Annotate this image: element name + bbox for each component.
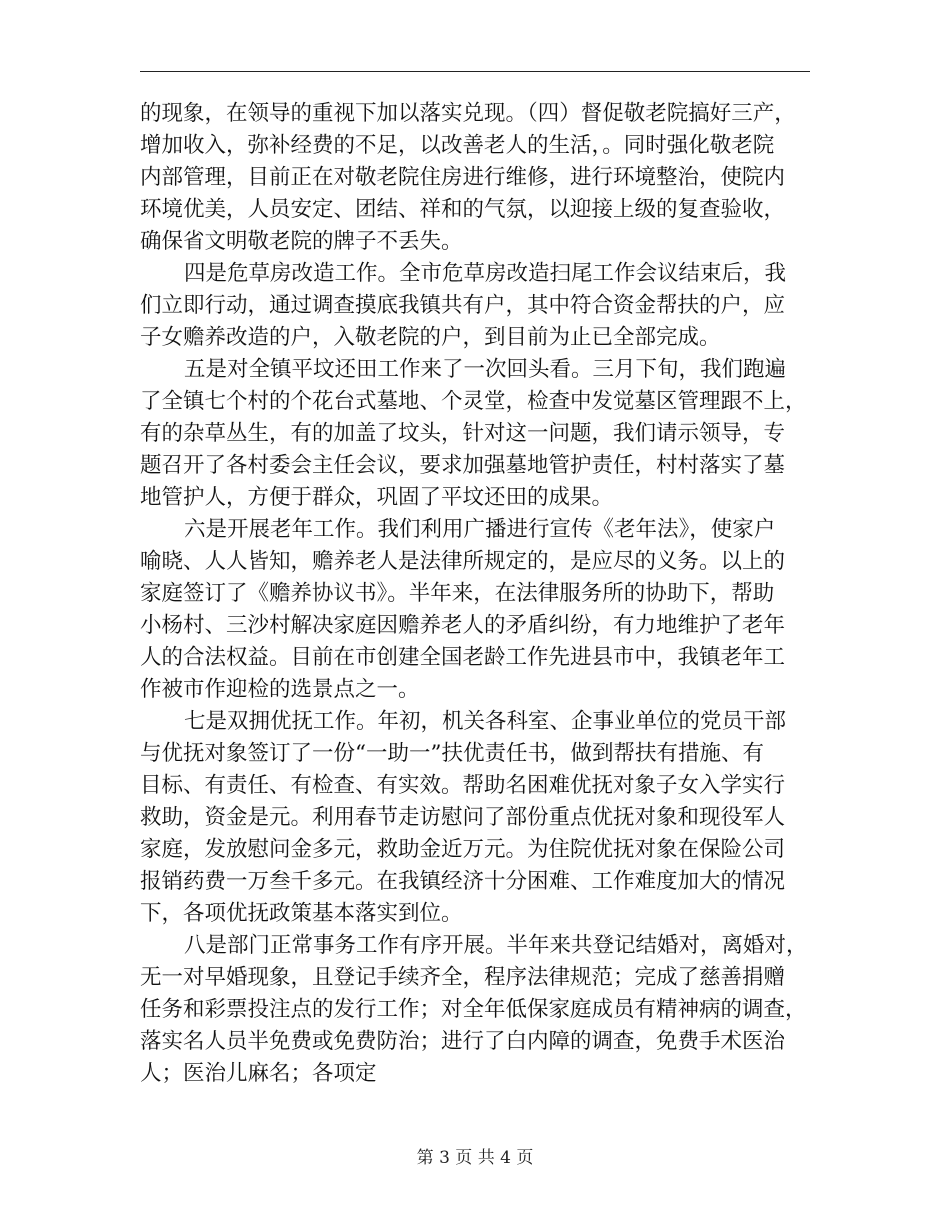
text-line: 下，各项优抚政策基本落实到位。 (140, 901, 463, 926)
text-line: 八是部门正常事务工作有序开展。半年来共登记结婚对，离婚对， (184, 933, 808, 958)
text-line: 地管护人，方便于群众，巩固了平坟还田的成果。 (140, 485, 614, 510)
text-line: 有的杂草丛生，有的加盖了坟头，针对这一问题，我们请示领导，专 (140, 421, 786, 446)
text-line: 家庭，发放慰问金多元，救助金近万元。为住院优抚对象在保险公司 (140, 837, 786, 862)
text-line: 目标、有责任、有检查、有实效。帮助名困难优抚对象子女入学实行 (140, 773, 786, 798)
text-line: 确保省文明敬老院的牌子不丢失。 (140, 229, 463, 254)
text-line: 救助，资金是元。利用春节走访慰问了部份重点优抚对象和现役军人 (140, 805, 786, 830)
document-body (140, 98, 810, 1090)
text-line: 小杨村、三沙村解决家庭因赡养老人的矛盾纠纷，有力地维护了老年 (140, 613, 786, 638)
text-line: 人的合法权益。目前在市创建全国老龄工作先进县市中，我镇老年工 (140, 645, 786, 670)
text-line: 环境优美，人员安定、团结、祥和的气氛，以迎接上级的复查验收， (140, 197, 786, 222)
text-line: 增加收入，弥补经费的不足，以改善老人的生活，。同时强化敬老院 (140, 133, 775, 158)
text-line: 题召开了各村委会主任会议，要求加强墓地管护责任，村村落实了墓 (140, 453, 786, 478)
text-line: 四是危草房改造工作。全市危草房改造扫尾工作会议结束后，我 (184, 261, 787, 286)
text-line: 家庭签订了《赡养协议书》。半年来，在法律服务所的协助下，帮助 (140, 581, 775, 606)
text-line: 的现象，在领导的重视下加以落实兑现。（四）督促敬老院搞好三产， (140, 101, 796, 126)
text-line: 无一对早婚现象，且登记手续齐全，程序法律规范；完成了慈善捐赠 (140, 965, 786, 990)
header-rule (140, 71, 810, 72)
text-line: 报销药费一万叁千多元。在我镇经济十分困难、工作难度加大的情况 (140, 869, 786, 894)
text-line: 们立即行动，通过调查摸底我镇共有户，其中符合资金帮扶的户，应 (140, 293, 786, 318)
text-line: 人；医治儿麻名；各项定 (140, 1061, 377, 1086)
text-line: 七是双拥优抚工作。年初，机关各科室、企事业单位的党员干部 (184, 709, 787, 734)
text-line: 喻晓、人人皆知，赡养老人是法律所规定的，是应尽的义务。以上的 (140, 549, 786, 574)
text-line: 内部管理，目前正在对敬老院住房进行维修，进行环境整治，使院内 (140, 165, 786, 190)
text-line: 任务和彩票投注点的发行工作；对全年低保家庭成员有精神病的调查， (140, 997, 807, 1022)
text-line: 了全镇七个村的个花台式墓地、个灵堂，检查中发觉墓区管理跟不上， (140, 389, 807, 414)
text-line: 作被市作迎检的选景点之一。 (140, 677, 420, 702)
text-line: 与优抚对象签订了一份“一助一”扶优责任书，做到帮扶有措施、有 (140, 741, 764, 766)
text-line: 六是开展老年工作。我们利用广播进行宣传《老年法》，使家户 (184, 517, 776, 542)
page-number: 第 3 页 共 4 页 (416, 1148, 534, 1168)
text-line: 落实名人员半免费或免费防治；进行了白内障的调查，免费手术医治 (140, 1029, 786, 1054)
text-line: 五是对全镇平坟还田工作来了一次回头看。三月下旬，我们跑遍 (184, 357, 787, 382)
text-line: 子女赡养改造的户，入敬老院的户，到目前为止已全部完成。 (140, 325, 721, 350)
